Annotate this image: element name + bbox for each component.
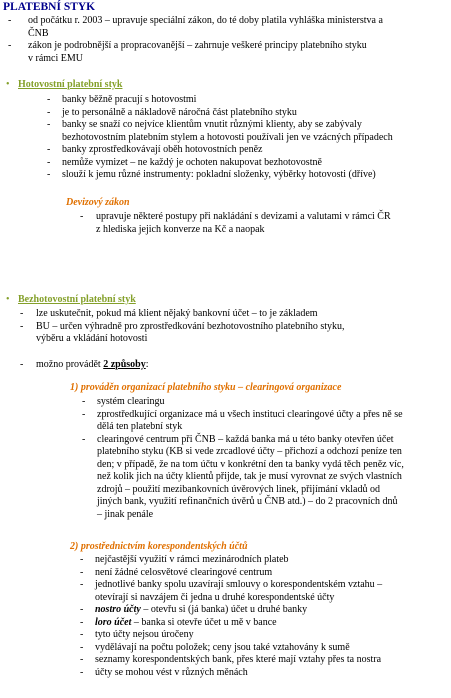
- dash-bullet-icon: -: [80, 641, 84, 653]
- line-text: lze uskutečnit, pokud má klient nějaký bankovní účet – to je základem: [36, 308, 318, 319]
- line-text: účty se mohou vést v různých měnách: [95, 666, 248, 678]
- dash-bullet-icon: -: [20, 308, 24, 319]
- line-text: než kolik jich na účty klientů přijde, tak je musí vyrovnat ze svých vlastních: [97, 471, 402, 482]
- dash-bullet-icon: -: [80, 629, 84, 640]
- line-text: otevírají si navzájem či jedna u druhé korespondentské účty: [95, 591, 335, 603]
- ways-text: 2 způsoby: [103, 359, 146, 370]
- list-item: [95, 617, 277, 630]
- dash-bullet-icon: -: [20, 320, 24, 332]
- list-item: [95, 654, 381, 667]
- subsection-heading: 2) prostřednictvím korespondentských účtů: [70, 541, 248, 552]
- list-item-line: [36, 308, 318, 321]
- dash-bullet-icon: -: [47, 169, 51, 180]
- list-item: [97, 396, 164, 409]
- line-text: clearingové centrum při ČNB – každá banka má u této banky otevřen účet: [97, 433, 394, 445]
- list-item-line: [97, 471, 404, 484]
- dash-bullet-icon: -: [80, 654, 84, 665]
- list-item: [62, 144, 263, 157]
- line-text: tyto účty nejsou úročeny: [95, 629, 194, 640]
- list-item-line: [95, 579, 382, 592]
- line-text: výběru a vkládání hotovosti: [36, 333, 148, 344]
- list-item-line: [95, 554, 289, 567]
- list-item-line: [95, 642, 350, 655]
- list-item: [96, 211, 391, 236]
- section-heading: Bezhotovostní platební styk: [18, 294, 136, 305]
- line-text: ČNB: [28, 27, 49, 39]
- line-text: – otevřu si (já banka) účet u druhé banky: [140, 604, 308, 615]
- list-item-line: [95, 604, 307, 617]
- list-item-line: [62, 144, 263, 157]
- line-text: slouží k jemu různé instrumenty: pokladní složenky, výběrky hotovosti (dříve): [62, 169, 376, 180]
- line-text: nejčastější využití v rámci mezinárodních plateb: [95, 554, 289, 565]
- subsection-heading: 1) prováděn organizací platebního styku – clearingová organizace: [70, 382, 342, 393]
- ways-text: možno provádět: [36, 359, 104, 370]
- list-item-line: [96, 224, 391, 237]
- list-item-line: [28, 28, 383, 41]
- dash-bullet-icon: -: [82, 433, 86, 445]
- list-item-line: [95, 617, 277, 630]
- list-item: [95, 642, 350, 655]
- list-item: [62, 107, 297, 120]
- list-item-line: [97, 509, 404, 522]
- list-item-line: [28, 40, 367, 53]
- section-heading: Hotovostní platební styk: [18, 79, 123, 90]
- list-item-line: [95, 629, 194, 642]
- bullet-dot-icon: •: [6, 79, 10, 90]
- line-text: den; v případě, že na tom účtu v konkrétní den ta banky vydá těch peněz víc,: [97, 458, 404, 470]
- list-item: [95, 604, 307, 617]
- dash-bullet-icon: -: [80, 211, 84, 222]
- dash-bullet-icon: -: [80, 604, 84, 615]
- dash-bullet-icon: -: [8, 15, 12, 26]
- line-text: nemůže vymizet – ne každý je ochoten nakupovat bezhotovostně: [62, 156, 322, 168]
- list-item: [62, 94, 196, 107]
- list-item: [97, 434, 404, 522]
- line-text: není žádné celosvětové clearingové centrum: [95, 566, 273, 578]
- bullet-dot-icon: •: [6, 294, 10, 305]
- list-item-line: [97, 484, 404, 497]
- line-text: jednotlivé banky spolu uzavírají smlouvy o korespondentském vztahu –: [95, 579, 383, 590]
- line-text: zprostředkující organizace má u všech instituci clearingové účty a přes ně se: [97, 408, 403, 420]
- dash-bullet-icon: -: [47, 94, 51, 105]
- line-text: od počátku r. 2003 – upravuje speciální zákon, do té doby platila vyhláška ministerstva a: [28, 15, 383, 26]
- list-item-line: [97, 496, 404, 509]
- dash-bullet-icon: -: [20, 359, 24, 370]
- list-item-line: [28, 15, 383, 28]
- list-item-line: [36, 321, 345, 334]
- list-item-line: [95, 592, 382, 605]
- line-text: banky zprostředkovávají oběh hotovostních peněz: [62, 144, 263, 155]
- line-text: jiných bank, využití refinančních úvěrů u ČNB atd.) – do 2 pracovních dnů: [97, 496, 398, 507]
- term-label: nostro účty: [95, 604, 141, 615]
- list-item: [95, 554, 289, 567]
- list-item: [95, 629, 194, 642]
- line-text: systém clearingu: [97, 396, 165, 407]
- list-item-line: [97, 421, 403, 434]
- list-item-line: [36, 333, 345, 346]
- list-item-line: [95, 567, 272, 580]
- list-item-line: [97, 459, 404, 472]
- list-item: [62, 169, 376, 182]
- subsection-heading: Devizový zákon: [66, 197, 130, 208]
- ways-line: [36, 359, 149, 372]
- dash-bullet-icon: -: [47, 119, 51, 130]
- line-text: platebního styku (KB si vede zrcadlové účty – přichozí a odchozí peníze ten: [97, 446, 402, 457]
- list-item-line: [95, 667, 248, 680]
- list-item: [95, 667, 248, 680]
- list-item: [36, 321, 345, 346]
- line-text: zdrojů – použití mezibankovních úvěrových linek, přijímání vkladů od: [97, 483, 380, 495]
- line-text: v rámci EMU: [28, 52, 83, 64]
- page-title: PLATEBNÍ STYK: [3, 1, 96, 13]
- dash-bullet-icon: -: [47, 106, 51, 118]
- list-item-line: [62, 94, 196, 107]
- list-item: [62, 119, 393, 144]
- dash-bullet-icon: -: [47, 144, 51, 155]
- list-item-line: [97, 409, 403, 422]
- line-text: BU – určen výhradně pro zprostředkování bezhotovostního platebního styku,: [36, 320, 345, 332]
- dash-bullet-icon: -: [8, 40, 12, 51]
- dash-bullet-icon: -: [80, 566, 84, 578]
- ways-text: :: [145, 359, 149, 370]
- list-item-line: [97, 446, 404, 459]
- dash-bullet-icon: -: [82, 396, 86, 407]
- dash-bullet-icon: -: [80, 579, 84, 590]
- line-text: – jinak penále: [97, 508, 154, 520]
- line-text: z hlediska jejich konverze na Kč a naopak: [96, 223, 265, 235]
- line-text: vydělávají na počtu položek; ceny jsou také vztahovány k sumě: [95, 641, 350, 653]
- list-item-line: [62, 119, 393, 132]
- list-item: [95, 579, 382, 604]
- list-item-line: [96, 211, 391, 224]
- list-item-line: [28, 53, 367, 66]
- list-item: [28, 15, 383, 40]
- list-item: [28, 40, 367, 65]
- list-item: [95, 567, 272, 580]
- line-text: zákon je podrobnější a propracovanější – zahrnuje veškeré principy platebního styku: [28, 40, 367, 51]
- dash-bullet-icon: -: [47, 156, 51, 168]
- list-item-line: [97, 396, 164, 409]
- dash-bullet-icon: -: [80, 616, 84, 628]
- term-label: loro účet: [95, 616, 132, 628]
- line-text: upravuje některé postupy při nakládání s devizami a valutami v rámci ČR: [96, 211, 391, 222]
- line-text: seznamy korespondentských bank, přes které mají vztahy přes ta nostra: [95, 654, 382, 665]
- line-text: dělá ten platební styk: [97, 421, 183, 432]
- list-item-line: [95, 654, 381, 667]
- line-text: banky se snaží co nejvíce klientům vnutit různými klienty, aby se zabývaly: [62, 119, 362, 130]
- line-text: bezhotovostním platebním stylem a hotovosti používali jen ve vzácných případech: [62, 131, 393, 143]
- list-item-line: [62, 132, 393, 145]
- list-item-line: [62, 107, 297, 120]
- list-item: [62, 157, 322, 170]
- line-text: banky běžně pracují s hotovostmi: [62, 94, 197, 105]
- line-text: je to personálně a nákladově náročná část platebního styku: [62, 106, 297, 118]
- list-item: [97, 409, 403, 434]
- dash-bullet-icon: -: [80, 554, 84, 565]
- dash-bullet-icon: -: [82, 408, 86, 420]
- line-text: – banka si otevře účet u mě v bance: [131, 616, 277, 628]
- list-item-line: [62, 169, 376, 182]
- list-item: [36, 308, 318, 321]
- list-item-line: [62, 157, 322, 170]
- dash-bullet-icon: -: [80, 666, 84, 678]
- list-item-line: [97, 434, 404, 447]
